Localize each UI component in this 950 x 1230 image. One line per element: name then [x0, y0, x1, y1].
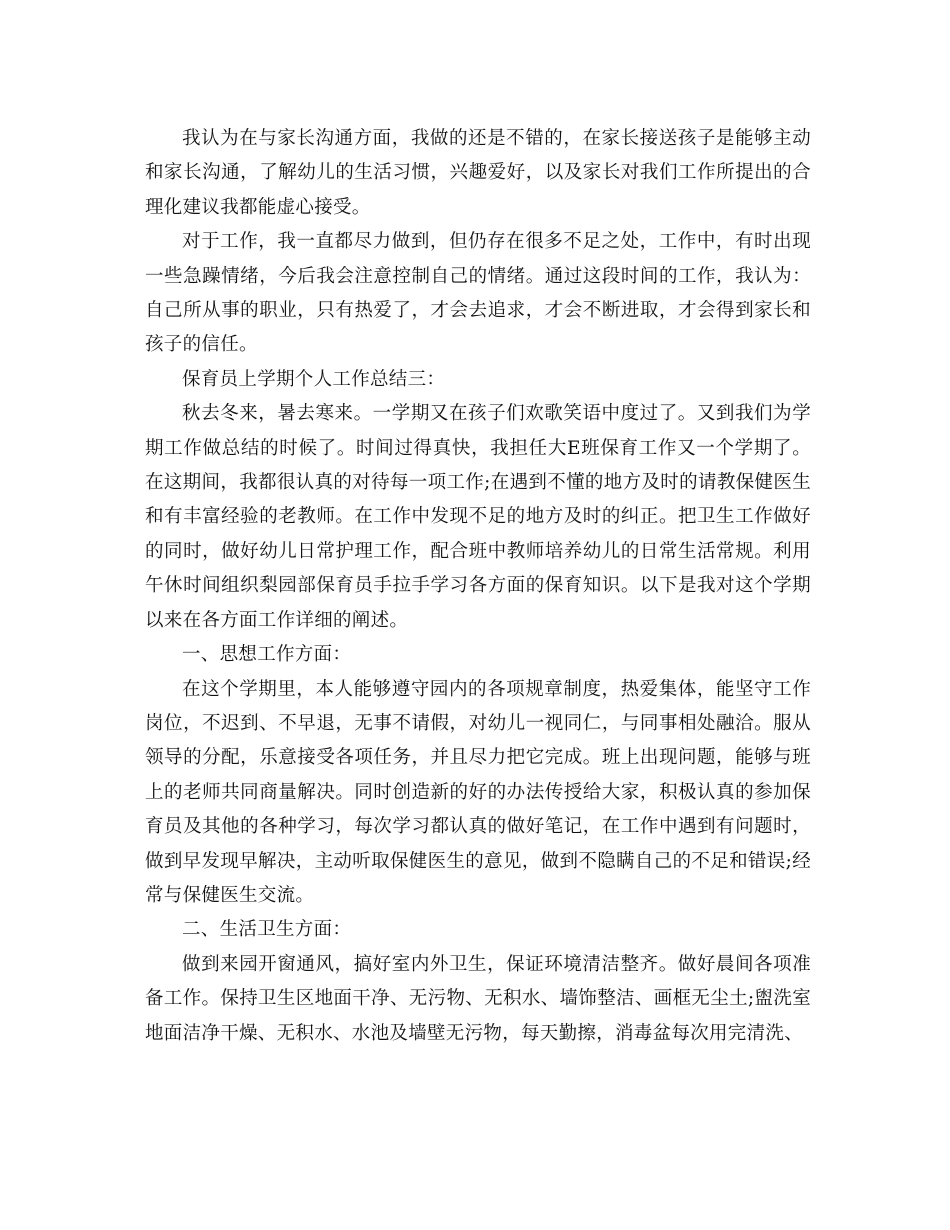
- paragraph-work-attitude: 对于工作，我一直都尽力做到，但仍存在很多不足之处，工作中，有时出现一些急躁情绪，今后我会注意控制自己的情绪。通过这段时间的工作，我认为：自己所从事的职业，只有热爱了，才会去追求，才会不断进取，才会得到家长和孩子的信任。: [145, 231, 811, 356]
- paragraph-parent-communication: 我认为在与家长沟通方面，我做的还是不错的，在家长接送孩子是能够主动和家长沟通，了解幼儿的生活习惯，兴趣爱好，以及家长对我们工作所提出的合理化建议我都能虚心接受。: [145, 128, 811, 218]
- paragraph-hygiene: 做到来园开窗通风，搞好室内外卫生，保证环境清洁整齐。做好晨间各项准备工作。保持卫生区地面干净、无污物、无积水、墙饰整洁、画框无尘土;盥洗室地面洁净干燥、无积水、水池及墙壁无污物，每天勤擦，消毒盆每次用完清洗、: [145, 953, 811, 1044]
- section-heading-ideology: 一、思想工作方面：: [182, 644, 352, 666]
- section-heading-hygiene: 二、生活卫生方面：: [182, 919, 352, 941]
- section-title-summary-three: 保育员上学期个人工作总结三：: [182, 368, 446, 390]
- paragraph-ideology: 在这个学期里，本人能够遵守园内的各项规章制度，热爱集体，能坚守工作岗位，不迟到、不早退，无事不请假，对幼儿一视同仁，与同事相处融洽。服从领导的分配，乐意接受各项任务，并且尽力把它完成。班上出现问题，能够与班上的老师共同商量解决。同时创造新的好的办法传授给大家，积极认真的参加保育员及其他的各种学习，每次学习都认真的做好笔记，在工作中遇到有问题时，做到早发现早解决，主动听取保健医生的意见，做到不隐瞒自己的不足和错误;经常与保健医生交流。: [145, 678, 811, 906]
- paragraph-semester-intro: 秋去冬来，暑去寒来。一学期又在孩子们欢歌笑语中度过了。又到我们为学期工作做总结的时候了。时间过得真快，我担任大E班保育工作又一个学期了。在这期间，我都很认真的对待每一项工作;在遇到不懂的地方及时的请教保健医生和有丰富经验的老教师。在工作中发现不足的地方及时的纠正。把卫生工作做好的同时，做好幼儿日常护理工作，配合班中教师培养幼儿的日常生活常规。利用午休时间组织梨园部保育员手拉手学习各方面的保育知识。以下是我对这个学期以来在各方面工作详细的阐述。: [145, 403, 811, 631]
- document-body: [145, 122, 811, 1051]
